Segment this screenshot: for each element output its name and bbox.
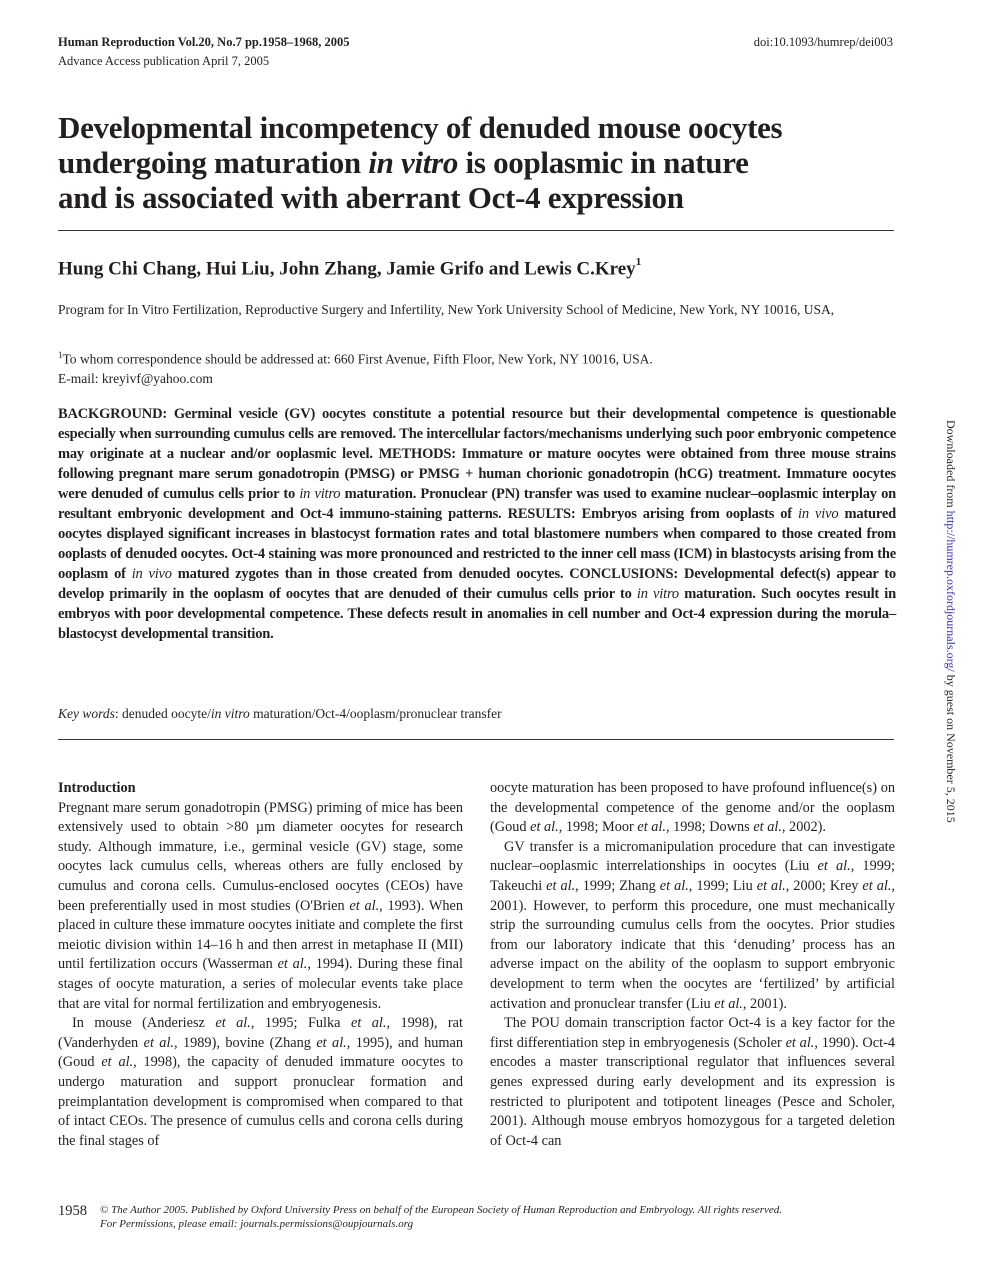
paragraph: Pregnant mare serum gonadotropin (PMSG) priming of mice has been extensively used to obtain >80 µm diameter oocytes for research study. Although immature, i.e., germinal vesicle (GV) stage, some oocytes lack cumulus cells, whereas others are fully enclosed by cumulus and corona cells. Cumulus-enclosed oocytes (CEOs) have been preferentially used in most studies (O'Brien et al., 1993). When placed in culture these immature oocytes initiate and complete the first meiotic division within 14–16 h and then arrest in metaphase II (MII) until fertilization occurs (Wasserman et al., 1994). During these final stages of oocyte maturation, a series of molecular events take place that are vital for normal fertilization and embryogenesis.: [58, 799, 464, 1012]
title-line-2: undergoing maturation in vitro is ooplasmic in nature: [58, 145, 749, 180]
body-column-left: [58, 779, 463, 1151]
paragraph: The POU domain transcription factor Oct-4 is a key factor for the first differentiation step in embryogenesis (Scholer et al., 1990). Oct-4 encodes a master transcriptional regulator that influences several genes expressed during early development and its expression is restricted to pluripotent and totipotent lineages (Pesce and Scholer, 2001). Although mouse embryos homozygous for a targeted deletion of Oct-4 can: [490, 1015, 895, 1149]
article-title: [58, 110, 898, 215]
journal-citation: Human Reproduction Vol.20, No.7 pp.1958–1968, 2005: [58, 35, 350, 49]
author-footnote-mark: 1: [635, 256, 642, 268]
doi: doi:10.1093/humrep/dei003: [753, 35, 893, 49]
advance-access-date: Advance Access publication April 7, 2005: [58, 54, 270, 68]
title-divider: [58, 230, 894, 231]
paragraph: GV transfer is a micromanipulation procedure that can investigate nuclear–ooplasmic interrelationships in oocytes (Liu et al., 1999; Takeuchi et al., 1999; Zhang et al., 1999; Liu et al., 2000; Krey et al., 2001). However, to perform this procedure, one must mechanically strip the surrounding cumulus cells from the oocytes. Prior studies from our laboratory indicate that this ‘denuding’ process has an adverse impact on the ability of the ooplasm to support embryonic development to term when the oocytes are ‘fertilized’ by artificial activation and pronuclear transfer (Liu et al., 2001).: [490, 838, 895, 1012]
affiliation: Program for In Vitro Fertilization, Reproductive Surgery and Infertility, New York University School of Medicine, New York, NY 10016, USA,: [58, 302, 835, 317]
paragraph: oocyte maturation has been proposed to have profound influence(s) on the developmental competence of the genome and/or the ooplasm (Goud et al., 1998; Moor et al., 1998; Downs et al., 2002).: [490, 780, 895, 836]
keywords-divider: [58, 739, 894, 740]
title-line-1: Developmental incompetency of denuded mouse oocytes: [58, 110, 783, 145]
abstract: BACKGROUND: Germinal vesicle (GV) oocytes constitute a potential resource but their developmental competence is questionable especially when surrounding cumulus cells are removed. The intercellular factors/mechanisms underlying such poor embryonic competence may originate at a nuclear and/or ooplasmic level. METHODS: Immature or mature oocytes were obtained from three mouse strains following pregnant mare serum gonadotropin (PMSG) or PMSG + human chorionic gonadotropin (hCG) treatment. Immature oocytes were denuded of cumulus cells prior to in vitro maturation. Pronuclear (PN) transfer was used to examine nuclear–ooplasmic interplay on resultant embryonic development and Oct-4 immuno-staining patterns. RESULTS: Embryos arising from ooplasts of in vivo matured oocytes displayed significant increases in blastocyst formation rates and total blastomere numbers when compared to those created from ooplasts of denuded oocytes. Oct-4 staining was more pronounced and restricted to the inner cell mass (ICM) in blastocysts arising from the ooplasm of in vivo matured zygotes than in those created from denuded oocytes. CONCLUSIONS: Developmental defect(s) appear to develop primarily in the ooplasm of oocytes that are denuded of their cumulus cells prior to in vitro maturation. Such oocytes result in embryos with poor developmental competence. These defects result in anomalies in cell number and Oct-4 expression during the morula–blastocyst developmental transition.: [58, 406, 896, 642]
keywords: Key words: denuded oocyte/in vitro maturation/Oct-4/ooplasm/pronuclear transfer: [58, 706, 502, 721]
author-list: Hung Chi Chang, Hui Liu, John Zhang, Jamie Grifo and Lewis C.Krey$^1$: [58, 256, 642, 280]
correspondence: $^1$To whom correspondence should be addressed at: 660 First Avenue, Fifth Floor, New York, NY 10016, USA. E-mail: kreyivf@yahoo.com: [58, 346, 894, 388]
email: E-mail: kreyivf@yahoo.com: [58, 370, 213, 386]
paragraph: In mouse (Anderiesz et al., 1995; Fulka et al., 1998), rat (Vanderhyden et al., 1989), bovine (Zhang et al., 1995), and human (Goud et al., 1998), the capacity of denuded immature oocytes to undergo maturation and support pronuclear formation and preimplantation development is compromised when compared to that of intact CEOs. The presence of cumulus cells and corona cells during the final stages of: [58, 1015, 464, 1149]
section-heading-introduction: Introduction: [58, 780, 136, 796]
journal-link[interactable]: http://humrep.oxfordjournals.org/: [944, 510, 958, 672]
download-watermark: Downloaded from http://humrep.oxfordjournals.org/ by guest on November 5, 2015: [944, 420, 958, 823]
copyright-notice: © The Author 2005. Published by Oxford University Press on behalf of the European Society of Human Reproduction and Embryology. All rights reserved. For Permissions, please email: journals.permissions@oupjournals.org: [100, 1204, 783, 1230]
body-column-right: [490, 779, 895, 1151]
title-line-3: and is associated with aberrant Oct-4 expression: [58, 180, 684, 215]
page-number: 1958: [58, 1203, 87, 1219]
